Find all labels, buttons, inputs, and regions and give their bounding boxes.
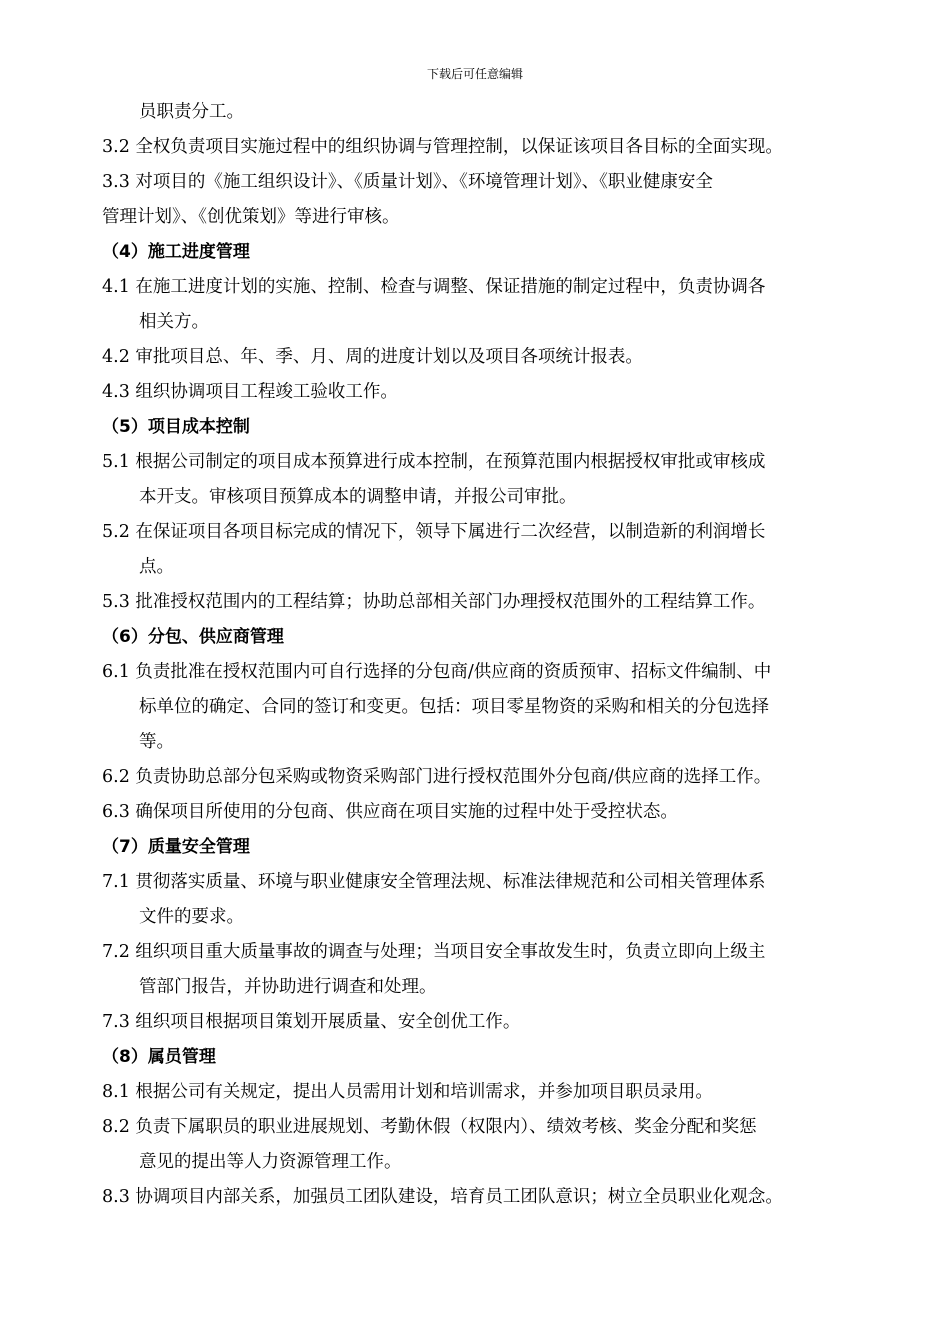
text-line: 3.3 对项目的《施工组织设计》、《质量计划》、《环境管理计划》、《职业健康安全 bbox=[102, 172, 713, 192]
text-line: 3.2 全权负责项目实施过程中的组织协调与管理控制，以保证该项目各目标的全面实现。 bbox=[102, 137, 783, 157]
text-line: 点。 bbox=[139, 557, 174, 577]
text-line: 5.3 批准授权范围内的工程结算；协助总部相关部门办理授权范围外的工程结算工作。 bbox=[102, 592, 766, 612]
text-line: 文件的要求。 bbox=[139, 907, 244, 927]
section-heading: （8）属员管理 bbox=[102, 1047, 216, 1067]
text-line: 4.3 组织协调项目工程竣工验收工作。 bbox=[102, 382, 398, 402]
text-line: 意见的提出等人力资源管理工作。 bbox=[139, 1152, 402, 1172]
text-line: 标单位的确定、合同的签订和变更。包括：项目零星物资的采购和相关的分包选择 bbox=[139, 697, 769, 717]
text-line: 8.3 协调项目内部关系，加强员工团队建设，培育员工团队意识；树立全员职业化观念。 bbox=[102, 1187, 783, 1207]
text-line: 4.2 审批项目总、年、季、月、周的进度计划以及项目各项统计报表。 bbox=[102, 347, 643, 367]
section-heading: （6）分包、供应商管理 bbox=[102, 627, 284, 647]
section-heading: （5）项目成本控制 bbox=[102, 417, 250, 437]
text-line: 7.2 组织项目重大质量事故的调查与处理；当项目安全事故发生时，负责立即向上级主 bbox=[102, 942, 766, 962]
text-line: 4.1 在施工进度计划的实施、控制、检查与调整、保证措施的制定过程中，负责协调各 bbox=[102, 277, 766, 297]
document-body bbox=[102, 95, 847, 1215]
text-line: 6.2 负责协助总部分包采购或物资采购部门进行授权范围外分包商/供应商的选择工作。 bbox=[102, 767, 772, 787]
text-line: 本开支。审核项目预算成本的调整申请，并报公司审批。 bbox=[139, 487, 577, 507]
text-line: 员职责分工。 bbox=[139, 102, 244, 122]
section-heading: （7）质量安全管理 bbox=[102, 837, 250, 857]
page-header: 下载后可任意编辑 bbox=[426, 67, 523, 81]
text-line: 8.1 根据公司有关规定，提出人员需用计划和培训需求，并参加项目职员录用。 bbox=[102, 1082, 713, 1102]
text-line: 管部门报告，并协助进行调查和处理。 bbox=[139, 977, 437, 997]
text-line: 5.2 在保证项目各项目标完成的情况下，领导下属进行二次经营，以制造新的利润增长 bbox=[102, 522, 766, 542]
text-line: 6.1 负责批准在授权范围内可自行选择的分包商/供应商的资质预审、招标文件编制、中 bbox=[102, 662, 772, 682]
text-line: 相关方。 bbox=[139, 312, 209, 332]
text-line: 等。 bbox=[139, 732, 174, 752]
text-line: 5.1 根据公司制定的项目成本预算进行成本控制，在预算范围内根据授权审批或审核成 bbox=[102, 452, 766, 472]
text-line: 管理计划》、《创优策划》等进行审核。 bbox=[102, 207, 400, 227]
text-line: 8.2 负责下属职员的职业进展规划、考勤休假（权限内）、绩效考核、奖金分配和奖惩 bbox=[102, 1117, 757, 1137]
text-line: 7.1 贯彻落实质量、环境与职业健康安全管理法规、标准法律规范和公司相关管理体系 bbox=[102, 872, 766, 892]
section-heading: （4）施工进度管理 bbox=[102, 242, 250, 262]
text-line: 6.3 确保项目所使用的分包商、供应商在项目实施的过程中处于受控状态。 bbox=[102, 802, 678, 822]
text-line: 7.3 组织项目根据项目策划开展质量、安全创优工作。 bbox=[102, 1012, 521, 1032]
